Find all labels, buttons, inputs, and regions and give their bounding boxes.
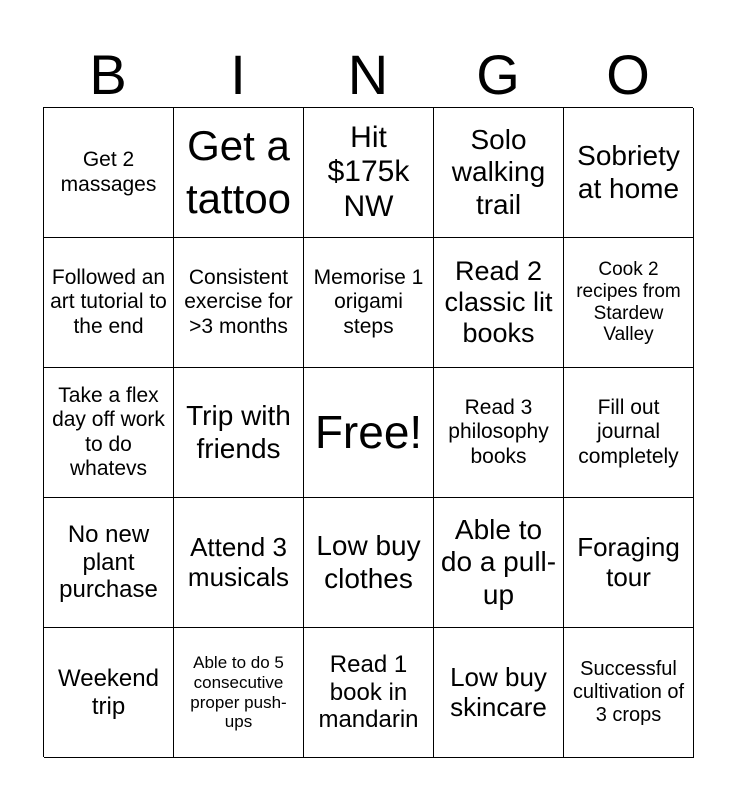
bingo-cell-r1-c1[interactable]: Get 2 massages — [44, 108, 174, 238]
header-letter-i: I — [230, 43, 246, 106]
bingo-cell-r2-c2[interactable]: Consistent exercise for >3 months — [174, 238, 304, 368]
bingo-cell-r5-c5[interactable]: Successful cultivation of 3 crops — [564, 628, 694, 758]
bingo-card-grid — [43, 107, 693, 757]
bingo-cell-r3-c4[interactable]: Read 3 philosophy books — [434, 368, 564, 498]
bingo-cell-r5-c3[interactable]: Read 1 book in mandarin — [304, 628, 434, 758]
bingo-cell-r4-c3[interactable]: Low buy clothes — [304, 498, 434, 628]
bingo-cell-r3-c2[interactable]: Trip with friends — [174, 368, 304, 498]
bingo-cell-r2-c3[interactable]: Memorise 1 origami steps — [304, 238, 434, 368]
bingo-cell-r5-c1[interactable]: Weekend trip — [44, 628, 174, 758]
bingo-cell-r2-c1[interactable]: Followed an art tutorial to the end — [44, 238, 174, 368]
header-letter-g: G — [476, 43, 520, 106]
bingo-cell-r2-c4[interactable]: Read 2 classic lit books — [434, 238, 564, 368]
bingo-cell-r4-c1[interactable]: No new plant purchase — [44, 498, 174, 628]
header-letter-n: N — [347, 43, 389, 106]
bingo-header — [43, 42, 693, 108]
bingo-cell-r3-c1[interactable]: Take a flex day off work to do whatevs — [44, 368, 174, 498]
bingo-cell-r1-c5[interactable]: Sobriety at home — [564, 108, 694, 238]
bingo-cell-r4-c2[interactable]: Attend 3 musicals — [174, 498, 304, 628]
bingo-cell-r5-c4[interactable]: Low buy skincare — [434, 628, 564, 758]
bingo-cell-r1-c4[interactable]: Solo walking trail — [434, 108, 564, 238]
bingo-cell-r2-c5[interactable]: Cook 2 recipes from Stardew Valley — [564, 238, 694, 368]
bingo-cell-r3-c5[interactable]: Fill out journal completely — [564, 368, 694, 498]
bingo-cell-r5-c2[interactable]: Able to do 5 consecutive proper push-ups — [174, 628, 304, 758]
header-letter-o: O — [606, 43, 650, 106]
bingo-cell-r1-c2[interactable]: Get a tattoo — [174, 108, 304, 238]
header-letter-b: B — [89, 43, 127, 106]
bingo-cell-r3-c3-free[interactable]: Free! — [304, 368, 434, 498]
bingo-cell-r4-c5[interactable]: Foraging tour — [564, 498, 694, 628]
bingo-cell-r1-c3[interactable]: Hit $175k NW — [304, 108, 434, 238]
bingo-cell-r4-c4[interactable]: Able to do a pull-up — [434, 498, 564, 628]
